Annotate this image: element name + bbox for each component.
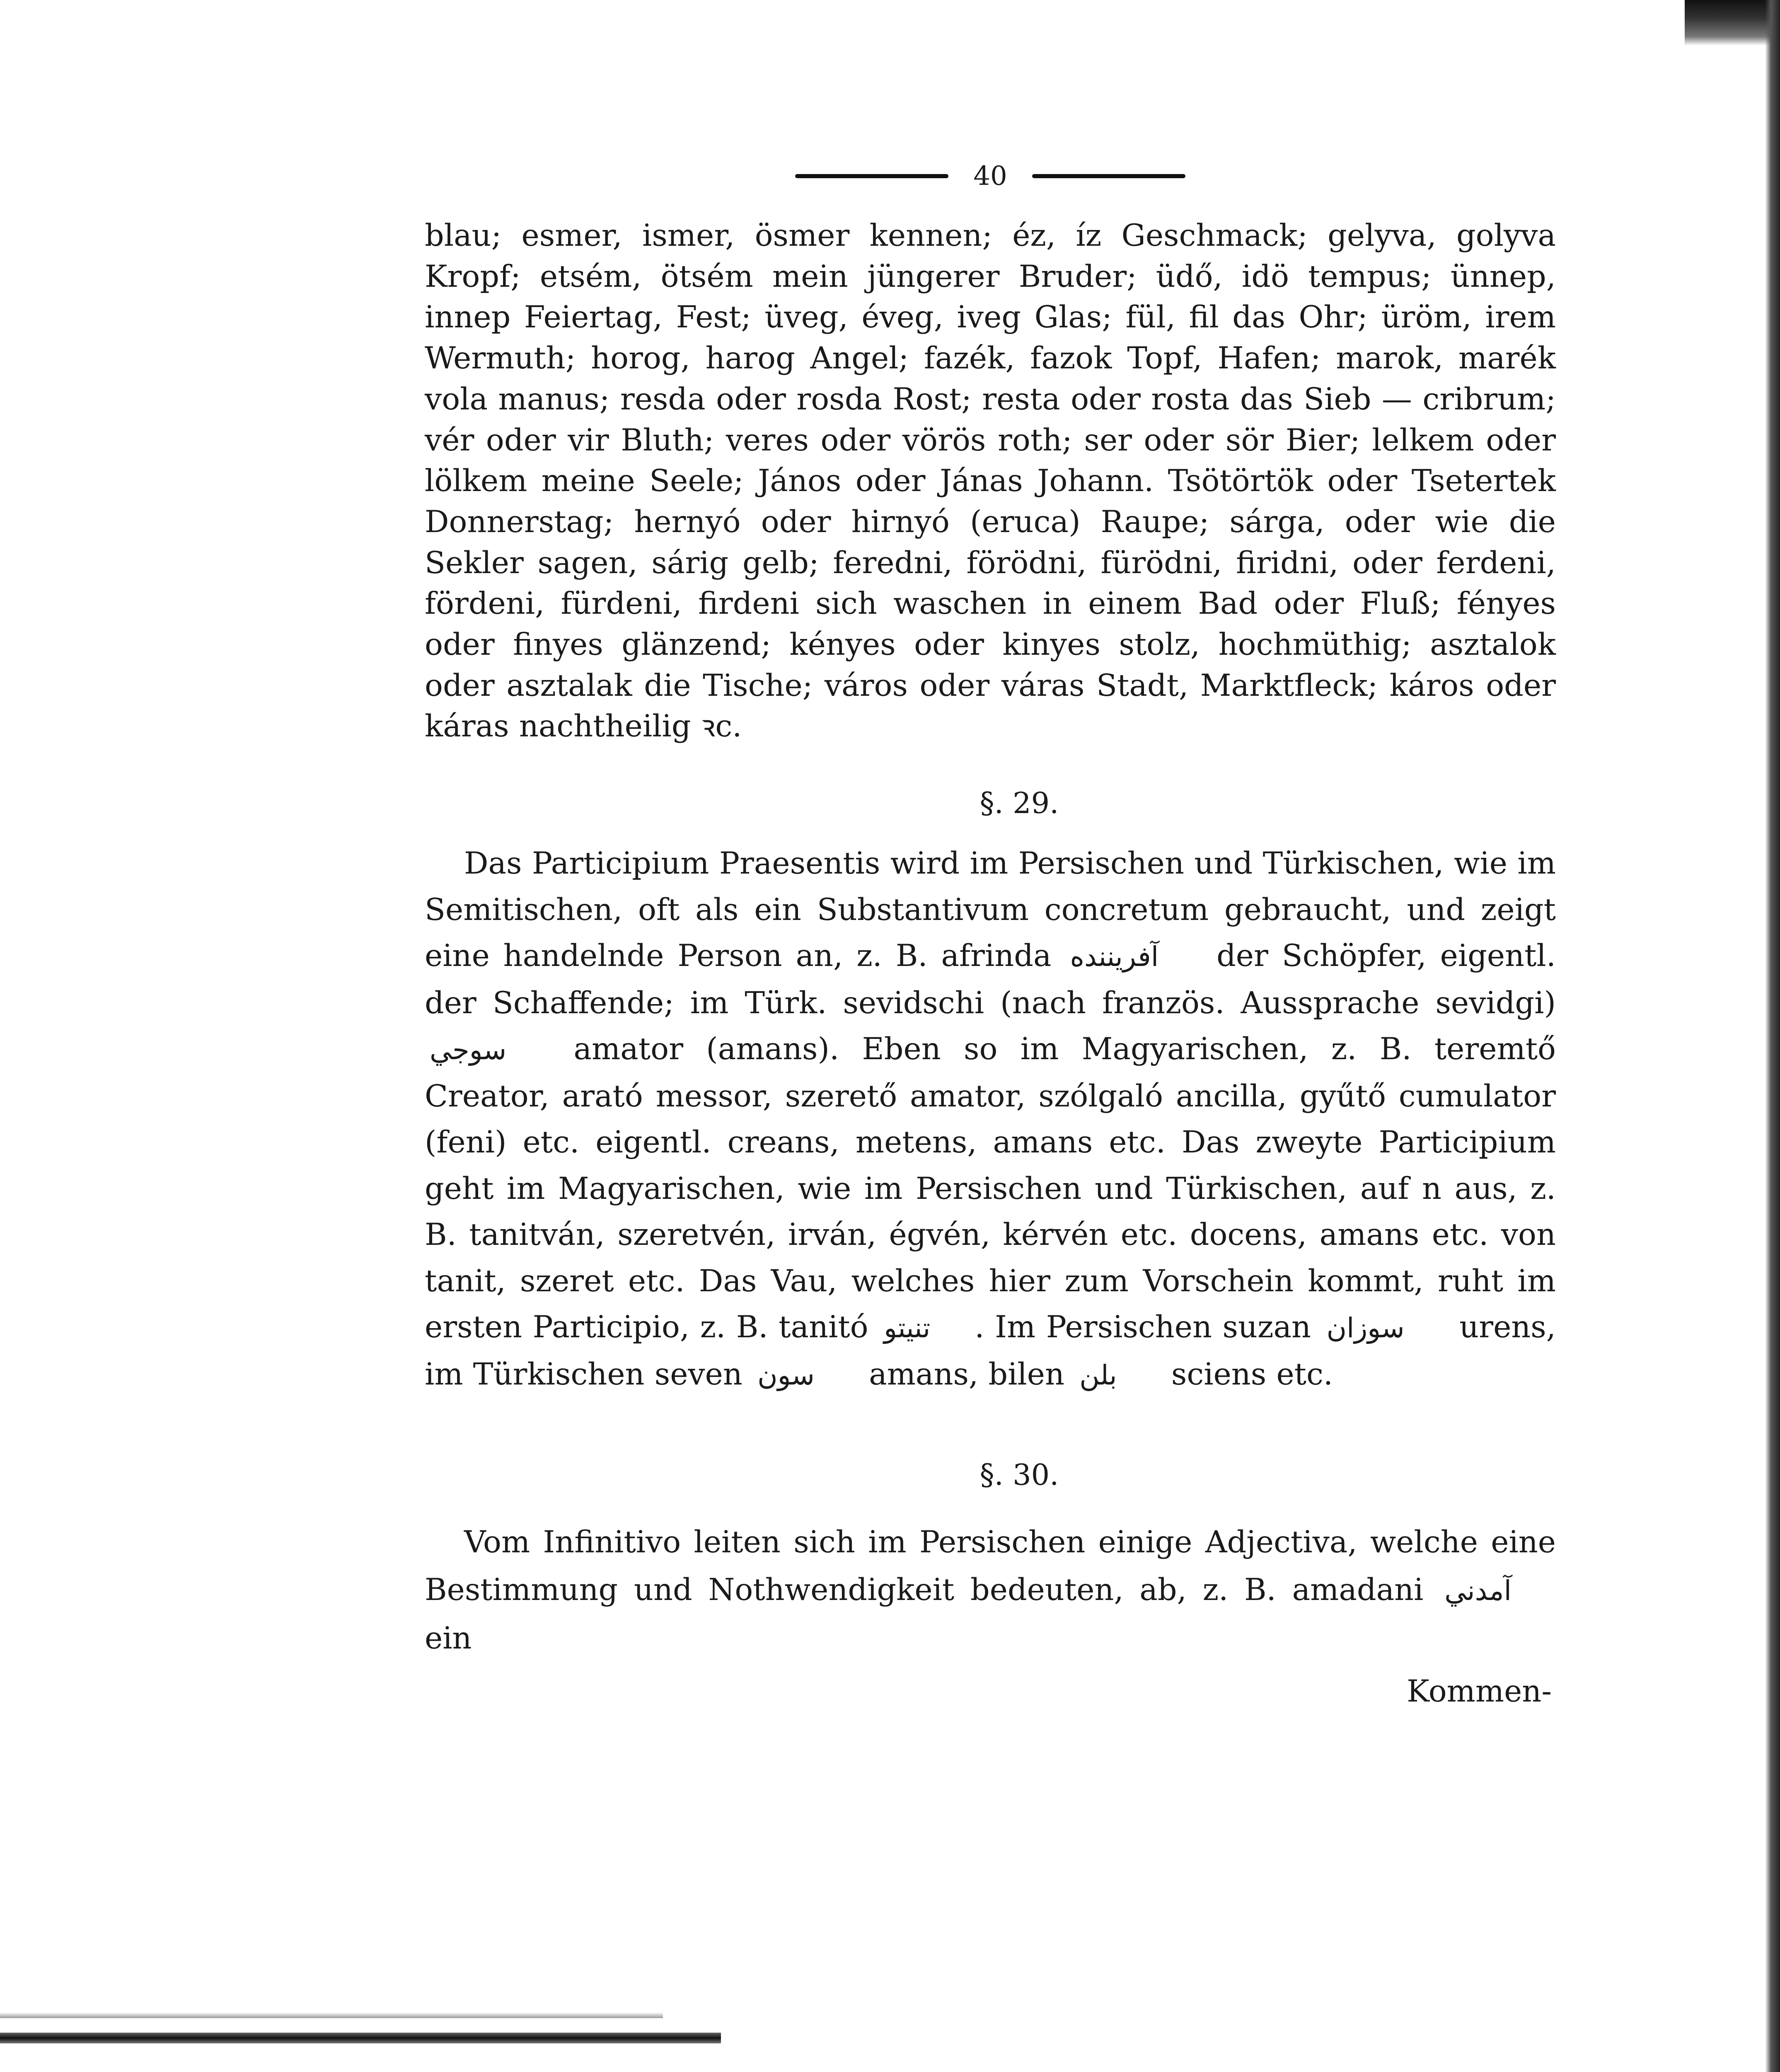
book-page (425, 153, 1556, 1709)
catchword: Kommen- (1407, 1674, 1552, 1709)
paragraph-section-29 (425, 840, 1556, 1398)
section-heading-30: §. 30. (979, 1458, 1059, 1492)
scan-edge-right (1765, 0, 1780, 2072)
text-run: . Im Persischen suzan (975, 1310, 1311, 1345)
text-run: Das Participium Praesentis wird im Persischen und Türkischen, wie im Semitischen, oft als ein Substantivum concretum gebraucht, und zeigt eine handelnde Person an, z. B. afrinda (425, 846, 1556, 974)
scan-shadow-bottom-left (0, 2012, 663, 2018)
arabic-word-bilen: بلن (1079, 1359, 1117, 1391)
header-rule-left (795, 174, 948, 178)
arabic-word-afrinda: آفریننده (1070, 941, 1159, 973)
arabic-word-amadani: آمدني (1444, 1575, 1512, 1607)
text-run: amator (amans). Eben so im Magyarischen, z. B. teremtő Creator, arató messor, szerető amator, szólgaló ancilla, gyűtő cumulator (feni) etc. eigentl. creans, metens, amans etc. Das zweyte Participium geht im Magyarischen, wie im Persischen und Türkischen, auf n aus, z. B. tanitván, szeretvén, irván, égvén, kérvén etc. docens, amans etc. von tanit, szeret etc. Das Vau, welches hier zum Vorschein kommt, ruht im ersten Participio, z. B. tanitó (425, 1031, 1556, 1345)
arabic-word-tanito: تنيتو (884, 1312, 931, 1344)
text-run: Vom Infinitivo leiten sich im Persischen einige Adjectiva, welche eine Bestimmung und Nothwendigkeit bedeuten, ab, z. B. amadani (425, 1525, 1556, 1608)
paragraph-section-30 (425, 1518, 1556, 1662)
arabic-word-sevidschi: سوجي (430, 1034, 507, 1066)
arabic-word-suzan: سوزان (1326, 1312, 1405, 1344)
text-run: ein (425, 1621, 472, 1656)
page-header (425, 153, 1556, 199)
page-number: 40 (973, 161, 1007, 191)
section-heading-29: §. 29. (979, 786, 1059, 821)
text-run: amans, bilen (869, 1356, 1064, 1392)
text-run: urens, im Türkischen seven (425, 1310, 1556, 1392)
text-run: sciens etc. (1171, 1356, 1333, 1392)
scan-edge-bottom-left (0, 2033, 721, 2043)
header-rule-right (1032, 174, 1185, 178)
text-run: der Schöpfer, eigentl. der Schaffende; im Türk. sevidschi (nach französ. Aussprache sevidgi) (425, 938, 1556, 1021)
arabic-word-seven: سون (757, 1359, 815, 1391)
paragraph-continued: blau; esmer, ismer, ösmer kennen; éz, íz Geschmack; gelyva, golyva Kropf; etsém, ötsém mein jüngerer Bruder; üdő, idö tempus; ünnep, innep Feiertag, Fest; üveg, éveg, iveg Glas; fül, fil das Ohr; üröm, irem Wermuth; horog, harog Angel; fazék, fazok Topf, Hafen; marok, marék vola manus; resda oder rosda Rost; resta oder rosta das Sieb — cribrum; vér oder vir Bluth; veres oder vörös roth; ser oder sör Bier; lelkem oder lölkem meine Seele; János oder Jánas Johann. Tsötörtök oder Tsetertek Donnerstag; hernyó oder hirnyó (eruca) Raupe; sárga, oder wie die Sekler sagen, sárig gelb; feredni, förödni, fürödni, firidni, oder ferdeni, fördeni, fürdeni, firdeni sich waschen in einem Bad oder Fluß; fényes oder finyes glänzend; kényes oder kinyes stolz, hochmüthig; asztalok oder asztalak die Tische; város oder váras Stadt, Marktfleck; káros oder káras nachtheilig ꝛc. (425, 218, 1556, 744)
